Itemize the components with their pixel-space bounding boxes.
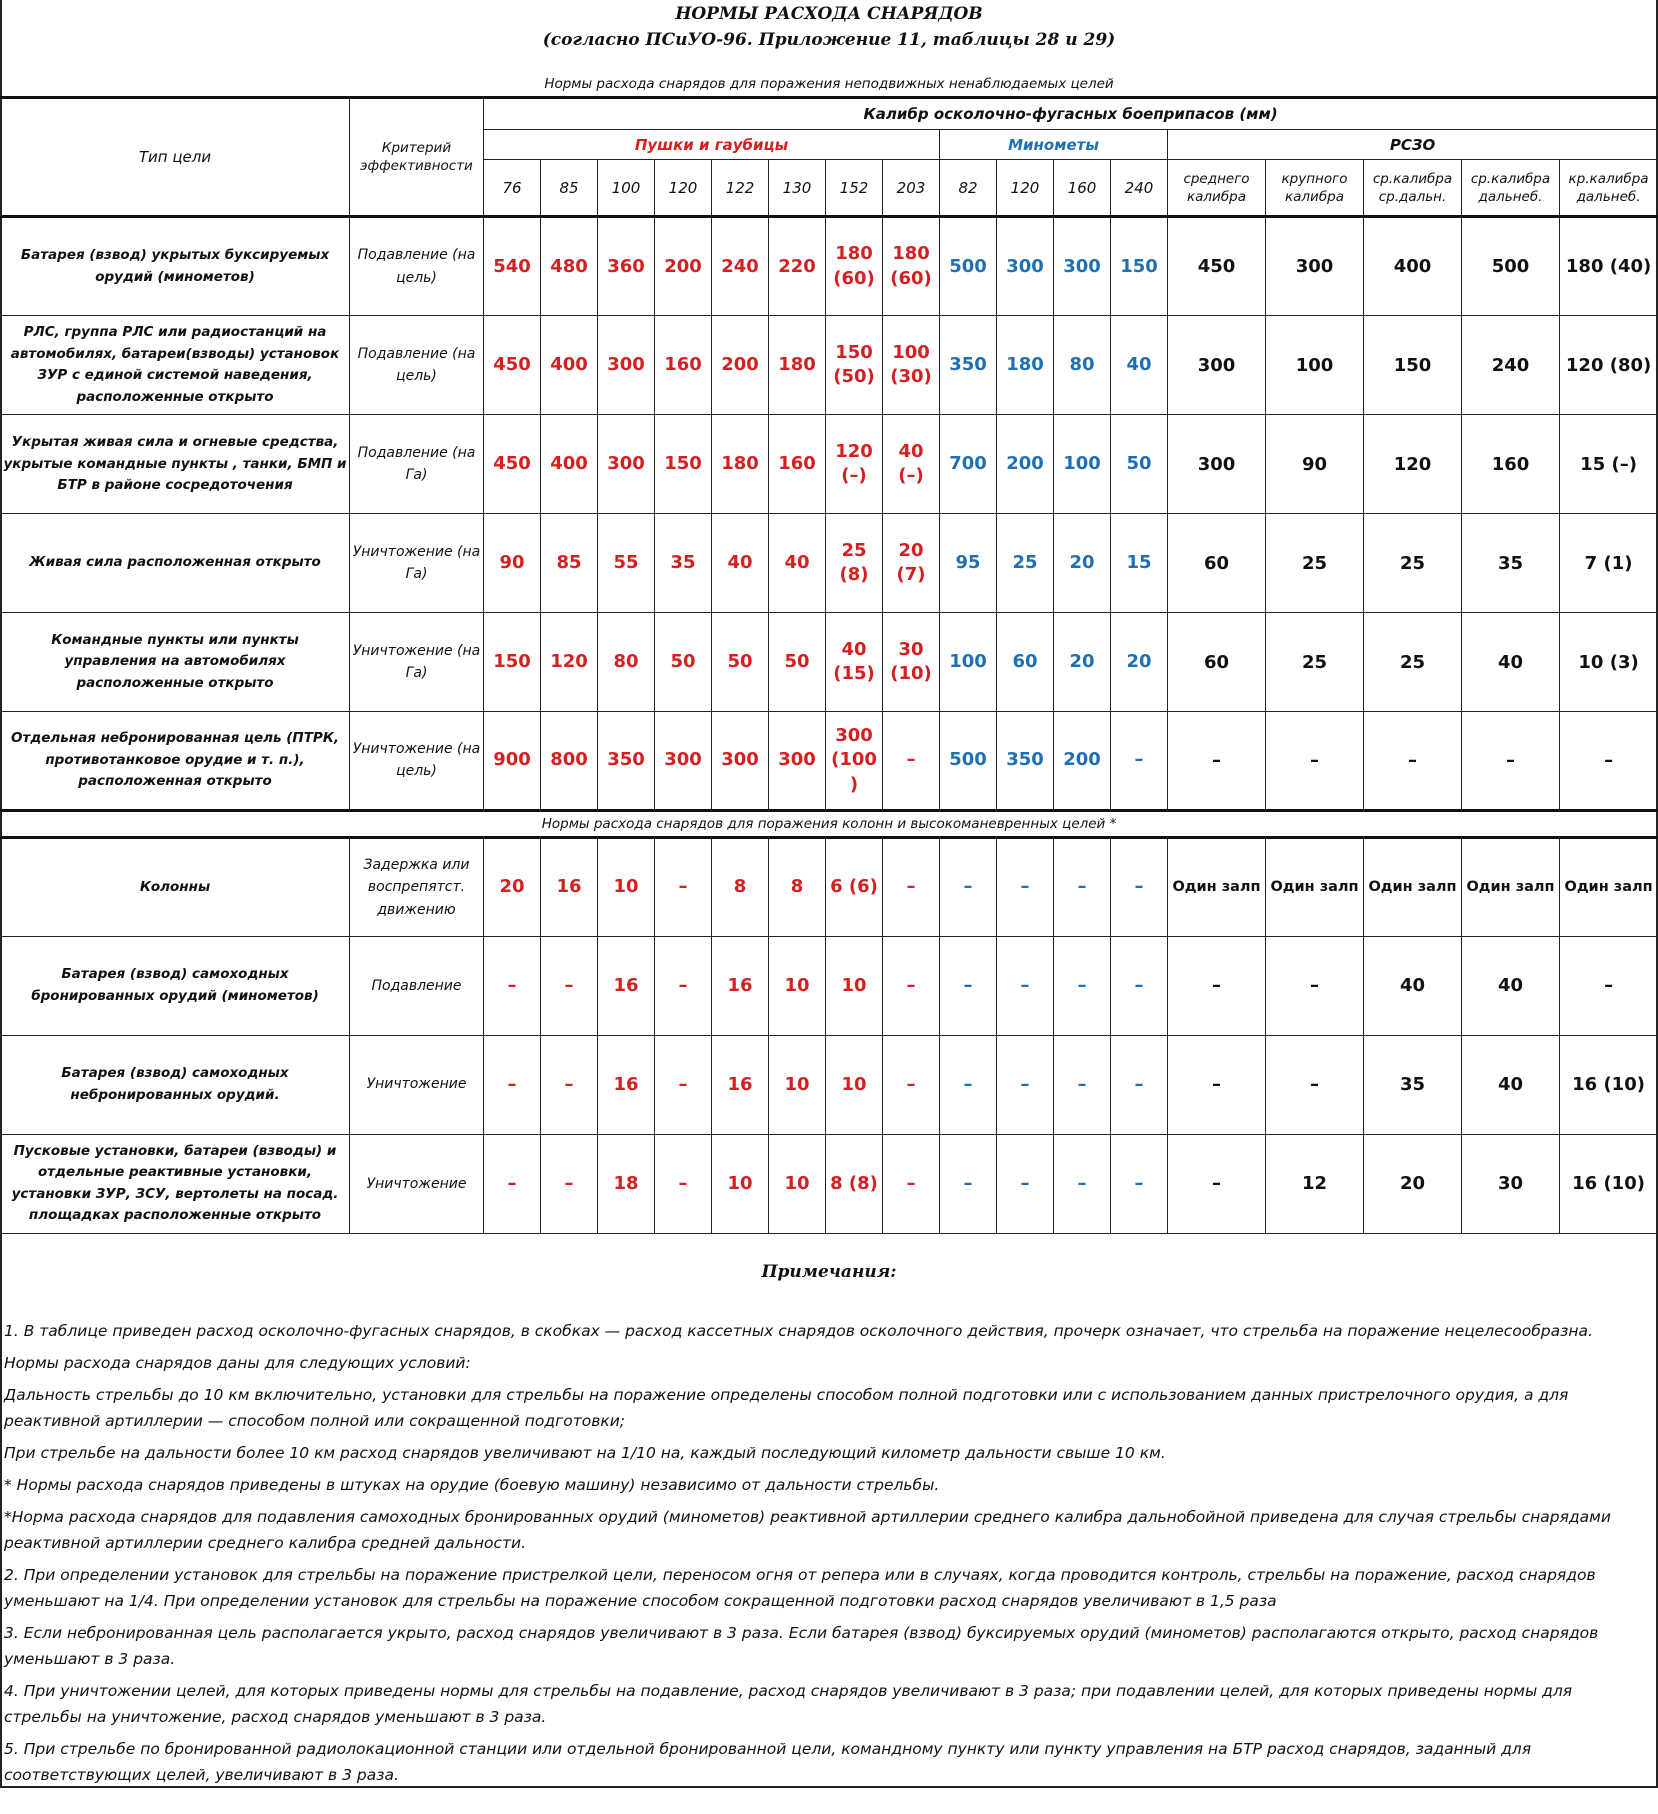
gun-caliber-header: 122 [712,160,769,217]
mortar-value-cell: – [1111,711,1168,810]
mlrs-value-cell: 15 (–) [1560,415,1658,514]
table-caption: Нормы расхода снарядов для поражения неподвижных ненаблюдаемых целей [544,76,1114,92]
table-row [1,1035,1658,1134]
gun-value-cell: – [883,838,940,937]
note-paragraph: 3. Если небронированная цель располагается укрыто, расход снарядов увеличивают в 3 раза. Если батарея (взвод) буксируемых орудий (минометов) располагаются открыто, расход снарядов уменьшают в 3 раза. [4,1624,1599,1668]
gun-value-cell: 450 [484,415,541,514]
mlrs-value-cell: Один залп [1266,838,1364,937]
mlrs-value-cell: 60 [1168,613,1266,712]
note-paragraph: * Нормы расхода снарядов приведены в штуках на орудие (боевую машину) независимо от дальности стрельбы. [4,1476,940,1494]
gun-value-cell: – [541,936,598,1035]
mortar-value-cell: – [1111,1035,1168,1134]
mlrs-value-cell: – [1168,711,1266,810]
mlrs-value-cell: 150 [1364,316,1462,415]
table-row [1,838,1658,937]
gun-value-cell: – [655,838,712,937]
gun-value-cell: 180 (60) [883,217,940,316]
target-cell: Живая сила расположенная открыто [1,514,350,613]
mortar-value-cell: – [940,1134,997,1233]
norms-table [0,96,1658,1234]
mortar-value-cell: – [940,1035,997,1134]
mortar-value-cell: 60 [997,613,1054,712]
mlrs-value-cell: 7 (1) [1560,514,1658,613]
gun-value-cell: 40 (15) [826,613,883,712]
mortar-value-cell: 95 [940,514,997,613]
mlrs-value-cell: 30 [1462,1134,1560,1233]
mlrs-value-cell: – [1168,1035,1266,1134]
mlrs-value-cell: 40 [1462,1035,1560,1134]
criterion-cell: Уничтожение (на Га) [350,514,484,613]
gun-value-cell: – [484,1134,541,1233]
target-cell: Пусковые установки, батареи (взводы) и отдельные реактивные установки, установки ЗУР, ЗСУ, вертолеты на посад. площадках расположенные открыто [1,1134,350,1233]
mlrs-value-cell: 25 [1364,613,1462,712]
mortar-value-cell: – [997,1035,1054,1134]
gun-value-cell: 120 (–) [826,415,883,514]
mortar-value-cell: 300 [997,217,1054,316]
mortar-value-cell: – [1054,838,1111,937]
gun-value-cell: 240 [712,217,769,316]
mlrs-value-cell: 10 (3) [1560,613,1658,712]
mlrs-value-cell: 180 (40) [1560,217,1658,316]
mlrs-value-cell: – [1266,711,1364,810]
gun-value-cell: 400 [541,316,598,415]
gun-value-cell: 20 (7) [883,514,940,613]
table-row [1,217,1658,316]
mortar-value-cell: 350 [940,316,997,415]
table-row [1,936,1658,1035]
mlrs-value-cell: 20 [1364,1134,1462,1233]
gun-caliber-header: 120 [655,160,712,217]
gun-caliber-header: 85 [541,160,598,217]
mlrs-value-cell: 100 [1266,316,1364,415]
mlrs-value-cell: 300 [1168,415,1266,514]
mortar-value-cell: – [940,838,997,937]
gun-value-cell: 40 (–) [883,415,940,514]
section2-caption-row [1,810,1658,837]
table-row [1,514,1658,613]
table-row [1,316,1658,415]
mortar-value-cell: 200 [997,415,1054,514]
mortar-value-cell: 100 [940,613,997,712]
target-cell: Батарея (взвод) самоходных небронированных орудий. [1,1035,350,1134]
gun-value-cell: 16 [541,838,598,937]
mlrs-value-cell: 12 [1266,1134,1364,1233]
mlrs-value-cell: 400 [1364,217,1462,316]
gun-value-cell: – [883,711,940,810]
mlrs-value-cell: – [1266,936,1364,1035]
criterion-cell: Уничтожение (на цель) [350,711,484,810]
mortar-value-cell: 40 [1111,316,1168,415]
mortar-value-cell: 350 [997,711,1054,810]
mlrs-value-cell: – [1266,1035,1364,1134]
gun-value-cell: 16 [712,1035,769,1134]
mlrs-value-cell: 240 [1462,316,1560,415]
mortar-value-cell: 15 [1111,514,1168,613]
mortar-caliber-header: 160 [1054,160,1111,217]
gun-value-cell: 300 [598,316,655,415]
mlrs-caliber-header: крупного калибра [1266,160,1364,217]
gun-value-cell: 10 [712,1134,769,1233]
gun-value-cell: – [883,1035,940,1134]
criterion-cell: Подавление (на Га) [350,415,484,514]
mortar-value-cell: 300 [1054,217,1111,316]
mlrs-value-cell: 60 [1168,514,1266,613]
page-title: НОРМЫ РАСХОДА СНАРЯДОВ [675,4,983,24]
gun-value-cell: 180 [712,415,769,514]
gun-value-cell: 50 [712,613,769,712]
criterion-cell: Подавление [350,936,484,1035]
mlrs-value-cell: 16 (10) [1560,1134,1658,1233]
notes-title: Примечания: [761,1262,897,1282]
mlrs-value-cell: 500 [1462,217,1560,316]
gun-value-cell: 10 [769,1035,826,1134]
gun-value-cell: 18 [598,1134,655,1233]
gun-value-cell: 10 [769,936,826,1035]
gun-value-cell: 8 [769,838,826,937]
mortar-value-cell: 25 [997,514,1054,613]
mortar-value-cell: – [1111,936,1168,1035]
gun-caliber-header: 76 [484,160,541,217]
criterion-cell: Уничтожение (на Га) [350,613,484,712]
gun-value-cell: 35 [655,514,712,613]
note-paragraph: При стрельбе на дальности более 10 км расход снарядов увеличивают на 1/10 на, каждый последующий километр дальности свыше 10 км. [4,1444,1166,1462]
mlrs-value-cell: – [1364,711,1462,810]
mortar-value-cell: 180 [997,316,1054,415]
note-paragraph: Нормы расхода снарядов даны для следующих условий: [4,1354,471,1372]
mlrs-value-cell: – [1168,1134,1266,1233]
mlrs-value-cell: 40 [1462,936,1560,1035]
gun-value-cell: 300 [598,415,655,514]
criterion-cell: Уничтожение [350,1035,484,1134]
header-caliber: Калибр осколочно-фугасных боеприпасов (мм) [484,98,1658,130]
gun-value-cell: – [541,1035,598,1134]
table-row [1,613,1658,712]
gun-value-cell: 160 [655,316,712,415]
mortar-value-cell: 20 [1111,613,1168,712]
mlrs-value-cell: 40 [1364,936,1462,1035]
mortar-caliber-header: 120 [997,160,1054,217]
target-cell: РЛС, группа РЛС или радиостанций на автомобилях, батареи(взводы) установок ЗУР с единой системой наведения, расположенные открыто [1,316,350,415]
section2-caption: Нормы расхода снарядов для поражения колонн и высокоманевренных целей * [1,810,1658,837]
gun-value-cell: – [655,936,712,1035]
mortar-value-cell: 20 [1054,613,1111,712]
mlrs-value-cell: 25 [1266,613,1364,712]
mlrs-value-cell: 120 [1364,415,1462,514]
mlrs-value-cell: – [1560,936,1658,1035]
note-paragraph: *Норма расхода снарядов для подавления самоходных бронированных орудий (минометов) реактивной артиллерии среднего калибра дальнобойной приведена для случая стрельбы снарядами реактивной артиллерии среднего калибра средней дальности. [4,1508,1611,1552]
mlrs-value-cell: 16 (10) [1560,1035,1658,1134]
mlrs-value-cell: 120 (80) [1560,316,1658,415]
header-mortars-group: Минометы [940,129,1168,160]
mortar-value-cell: – [1111,838,1168,937]
gun-value-cell: – [655,1134,712,1233]
gun-value-cell: 8 (8) [826,1134,883,1233]
gun-value-cell: 50 [769,613,826,712]
gun-value-cell: 20 [484,838,541,937]
mlrs-value-cell: 25 [1266,514,1364,613]
mortar-value-cell: – [1111,1134,1168,1233]
gun-value-cell: 160 [769,415,826,514]
gun-value-cell: 25 (8) [826,514,883,613]
criterion-cell: Подавление (на цель) [350,316,484,415]
mortar-value-cell: 80 [1054,316,1111,415]
gun-value-cell: – [484,936,541,1035]
gun-value-cell: 30 (10) [883,613,940,712]
target-cell: Батарея (взвод) укрытых буксируемых орудий (минометов) [1,217,350,316]
target-cell: Колонны [1,838,350,937]
mortar-value-cell: 500 [940,217,997,316]
gun-value-cell: 80 [598,613,655,712]
mlrs-value-cell: 40 [1462,613,1560,712]
criterion-cell: Задержка или воспрепятст. движению [350,838,484,937]
gun-value-cell: 200 [655,217,712,316]
mortar-value-cell: – [997,838,1054,937]
mlrs-caliber-header: среднего калибра [1168,160,1266,217]
gun-value-cell: 50 [655,613,712,712]
mlrs-value-cell: 300 [1266,217,1364,316]
gun-value-cell: 450 [484,316,541,415]
gun-value-cell: 800 [541,711,598,810]
gun-value-cell: 180 (60) [826,217,883,316]
gun-value-cell: 300 [712,711,769,810]
gun-value-cell: 40 [769,514,826,613]
gun-value-cell: 300 (100 ) [826,711,883,810]
mortar-caliber-header: 82 [940,160,997,217]
header-guns-group: Пушки и гаубицы [484,129,940,160]
mortar-caliber-header: 240 [1111,160,1168,217]
gun-caliber-header: 100 [598,160,655,217]
note-paragraph: Дальность стрельбы до 10 км включительно, установки для стрельбы на поражение определены способом полной подготовки или с использованием данных пристрелочного орудия, а для реактивной артиллерии — способом полной или сокращенной подготовки; [4,1386,1569,1430]
gun-value-cell: – [883,1134,940,1233]
mlrs-value-cell: 35 [1462,514,1560,613]
mlrs-value-cell: Один залп [1364,838,1462,937]
mlrs-value-cell: – [1560,711,1658,810]
note-paragraph: 4. При уничтожении целей, для которых приведены нормы для стрельбы на подавление, расход снарядов увеличивают в 3 раза; при подавлении целей, для которых приведены нормы для стрельбы на уничтожение, расход снарядов уменьшают в 3 раза. [4,1682,1573,1726]
gun-value-cell: 85 [541,514,598,613]
mortar-value-cell: – [997,1134,1054,1233]
mlrs-value-cell: 450 [1168,217,1266,316]
gun-value-cell: 10 [598,838,655,937]
table-row [1,415,1658,514]
mlrs-value-cell: – [1462,711,1560,810]
mlrs-value-cell: 35 [1364,1035,1462,1134]
mlrs-value-cell: 90 [1266,415,1364,514]
note-paragraph: 5. При стрельбе по бронированной радиолокационной станции или отдельной бронированной цели, командному пункту или пункту управления на БТР расход снарядов, заданный для соответствующих целей, увеличивают в 3 раза. [4,1740,1532,1784]
gun-value-cell: 150 (50) [826,316,883,415]
mortar-value-cell: – [997,936,1054,1035]
gun-value-cell: 10 [826,1035,883,1134]
mlrs-value-cell: Один залп [1462,838,1560,937]
gun-value-cell: 8 [712,838,769,937]
target-cell: Отдельная небронированная цель (ПТРК, противотанковое орудие и т. п.), расположенная открыто [1,711,350,810]
mlrs-caliber-header: кр.калибра дальнеб. [1560,160,1658,217]
gun-value-cell: 200 [712,316,769,415]
gun-value-cell: 300 [769,711,826,810]
gun-value-cell: 90 [484,514,541,613]
gun-value-cell: 350 [598,711,655,810]
mortar-value-cell: 700 [940,415,997,514]
note-paragraph: 2. При определении установок для стрельбы на поражение пристрелкой цели, переносом огня от репера или в случаях, когда проводится контроль, стрельбы на поражение, расход снарядов уменьшают на 1/4. При определении установок для стрельбы на поражение способом сокращенной подготовки расход снарядов увеличивают в 1,5 раза [4,1566,1596,1610]
gun-caliber-header: 130 [769,160,826,217]
gun-value-cell: – [484,1035,541,1134]
gun-value-cell: 180 [769,316,826,415]
gun-value-cell: 150 [655,415,712,514]
target-cell: Командные пункты или пункты управления на автомобилях расположенные открыто [1,613,350,712]
gun-value-cell: – [883,936,940,1035]
mlrs-caliber-header: ср.калибра дальнеб. [1462,160,1560,217]
mortar-value-cell: 150 [1111,217,1168,316]
gun-value-cell: – [655,1035,712,1134]
gun-value-cell: 10 [769,1134,826,1233]
bottom-border [0,1786,1658,1788]
gun-value-cell: 300 [655,711,712,810]
criterion-cell: Уничтожение [350,1134,484,1233]
target-cell: Укрытая живая сила и огневые средства, укрытые командные пункты , танки, БМП и БТР в районе сосредоточения [1,415,350,514]
mortar-value-cell: 200 [1054,711,1111,810]
gun-value-cell: 6 (6) [826,838,883,937]
header-mlrs-group: РСЗО [1168,129,1658,160]
header-target-type: Тип цели [1,98,350,217]
gun-value-cell: 150 [484,613,541,712]
mortar-value-cell: – [1054,1134,1111,1233]
mlrs-value-cell: Один залп [1560,838,1658,937]
header-criterion: Критерий эффективности [350,98,484,217]
gun-value-cell: 16 [598,1035,655,1134]
gun-value-cell: 360 [598,217,655,316]
gun-value-cell: 40 [712,514,769,613]
gun-value-cell: 540 [484,217,541,316]
gun-value-cell: 120 [541,613,598,712]
target-cell: Батарея (взвод) самоходных бронированных орудий (минометов) [1,936,350,1035]
mlrs-value-cell: 160 [1462,415,1560,514]
mortar-value-cell: 50 [1111,415,1168,514]
gun-value-cell: 900 [484,711,541,810]
gun-caliber-header: 152 [826,160,883,217]
mlrs-value-cell: 25 [1364,514,1462,613]
table-row [1,1134,1658,1233]
page-subtitle: (согласно ПСиУО-96. Приложение 11, таблицы 28 и 29) [542,30,1116,50]
mortar-value-cell: 100 [1054,415,1111,514]
gun-value-cell: 220 [769,217,826,316]
mortar-value-cell: 20 [1054,514,1111,613]
table-row [1,711,1658,810]
mortar-value-cell: – [1054,1035,1111,1134]
gun-value-cell: 480 [541,217,598,316]
gun-value-cell: 55 [598,514,655,613]
gun-value-cell: 10 [826,936,883,1035]
gun-caliber-header: 203 [883,160,940,217]
gun-value-cell: – [541,1134,598,1233]
gun-value-cell: 400 [541,415,598,514]
criterion-cell: Подавление (на цель) [350,217,484,316]
gun-value-cell: 16 [598,936,655,1035]
mortar-value-cell: 500 [940,711,997,810]
mortar-value-cell: – [1054,936,1111,1035]
mlrs-caliber-header: ср.калибра ср.дальн. [1364,160,1462,217]
gun-value-cell: 100 (30) [883,316,940,415]
mlrs-value-cell: 300 [1168,316,1266,415]
gun-value-cell: 16 [712,936,769,1035]
mlrs-value-cell: Один залп [1168,838,1266,937]
note-paragraph: 1. В таблице приведен расход осколочно-фугасных снарядов, в скобках — расход кассетных снарядов осколочного действия, прочерк означает, что стрельба на поражение нецелесообразна. [4,1322,1593,1340]
mlrs-value-cell: – [1168,936,1266,1035]
notes-block [4,1318,1654,1794]
mortar-value-cell: – [940,936,997,1035]
